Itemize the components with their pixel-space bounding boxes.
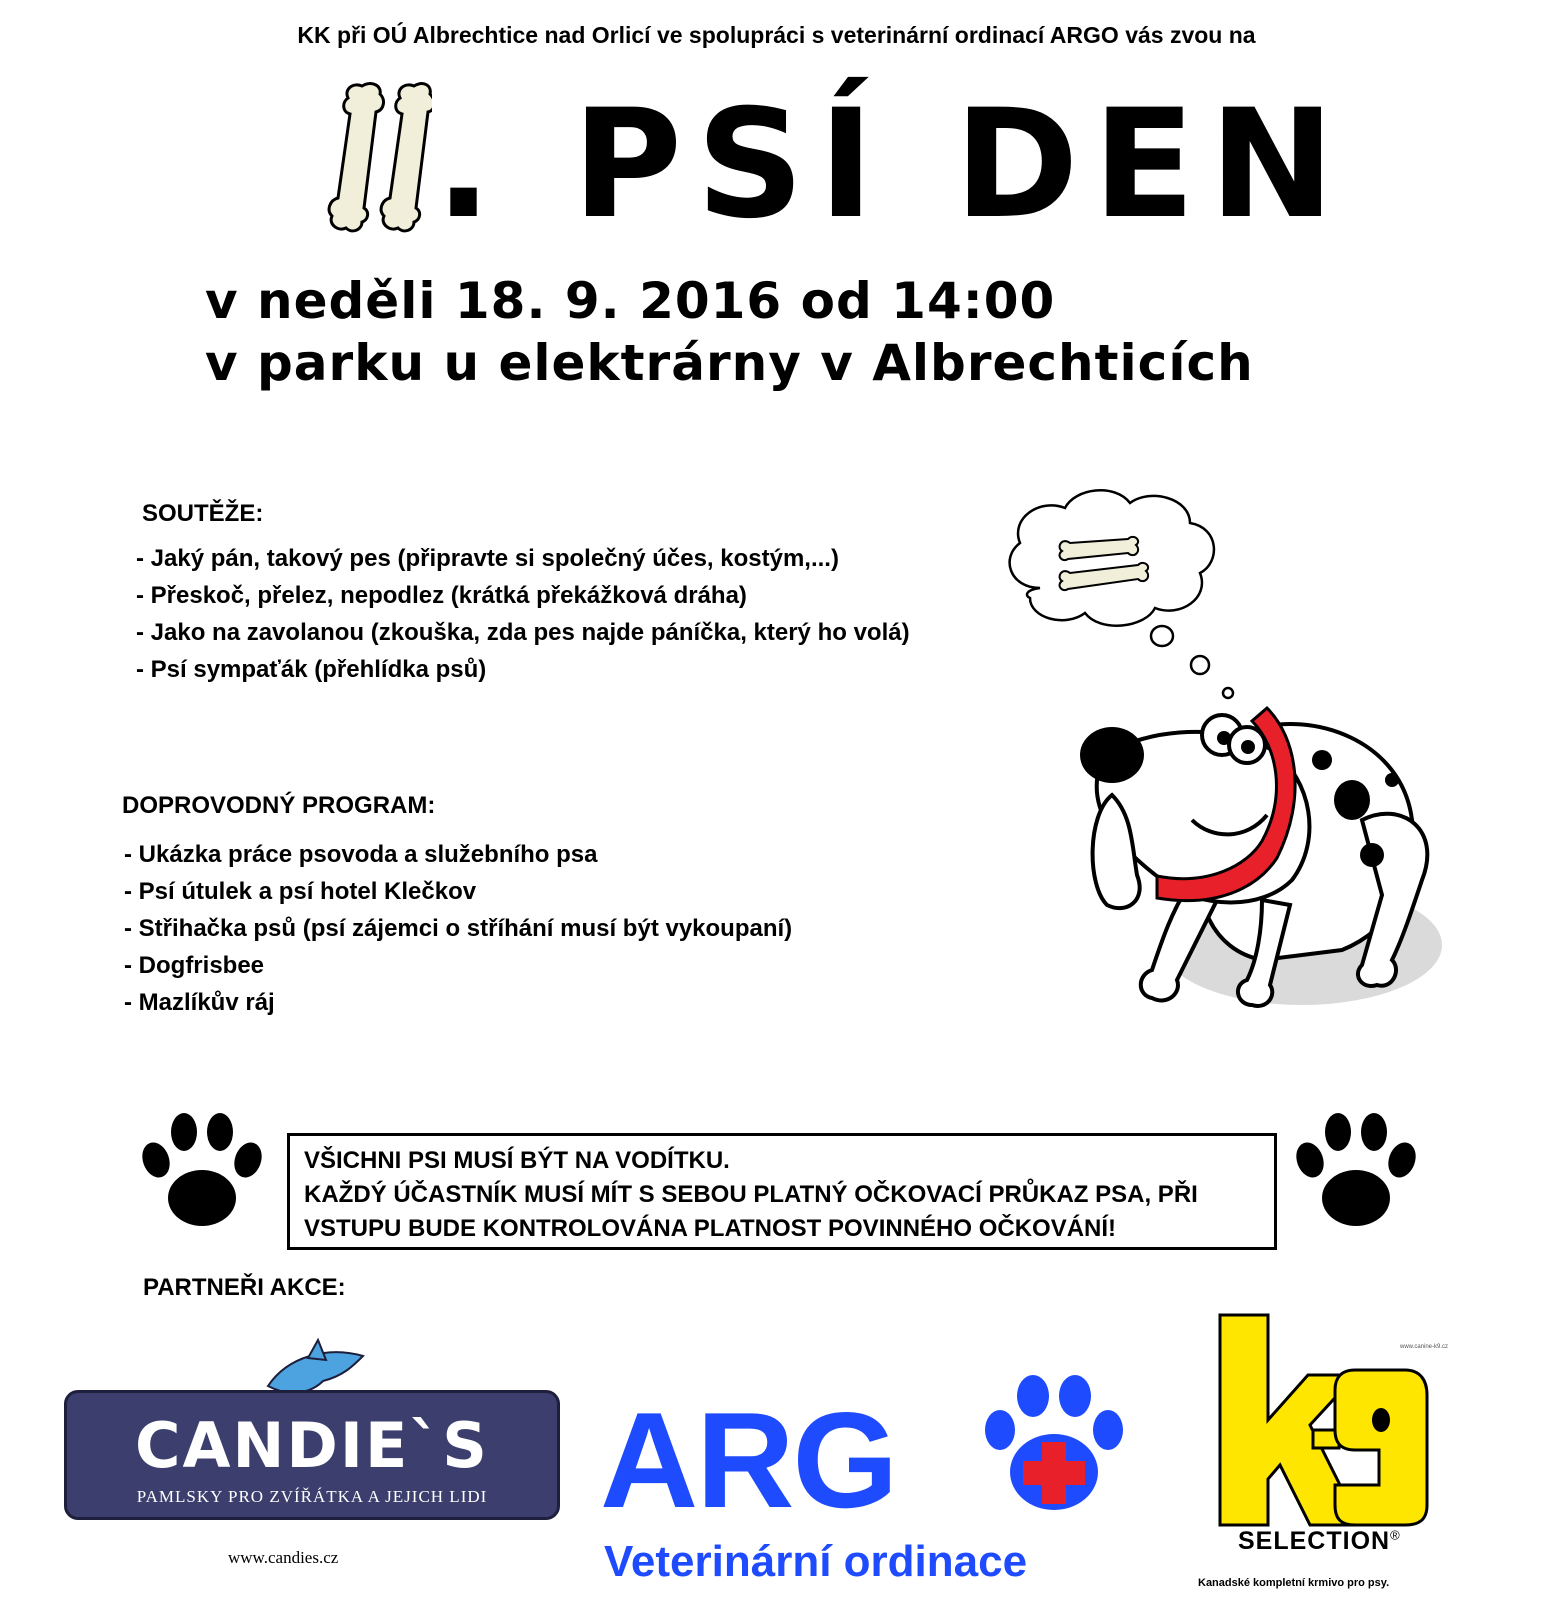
candies-tagline: PAMLSKY PRO ZVÍŘÁTKA A JEJICH LIDI xyxy=(136,1487,488,1506)
program-heading: DOPROVODNÝ PROGRAM: xyxy=(122,792,436,819)
dalmatian-dog-illustration xyxy=(1072,700,1442,1030)
competition-item: - Jaký pán, takový pes (připravte si společný účes, kostým,...) xyxy=(136,545,839,572)
date-line: v neděli 18. 9. 2016 od 14:00 xyxy=(205,272,1056,330)
event-title: . PSÍ DEN xyxy=(300,70,1300,260)
program-item: - Psí útulek a psí hotel Klečkov xyxy=(124,878,477,905)
notice-box xyxy=(287,1133,1277,1250)
notice-line: KAŽDÝ ÚČASTNÍK MUSÍ MÍT S SEBOU PLATNÝ OČKOVACÍ PRŮKAZ PSA, PŘI xyxy=(304,1181,1198,1208)
thought-bubble-icon xyxy=(1000,488,1240,708)
program-item: - Ukázka práce psovoda a služebního psa xyxy=(124,841,598,868)
organizers-line: KK při OÚ Albrechtice nad Orlicí ve spolupráci s veterinární ordinací ARGO vás zvou na xyxy=(297,22,1256,48)
notice-line: VŠICHNI PSI MUSÍ BÝT NA VODÍTKU. xyxy=(304,1147,730,1174)
paw-icon xyxy=(1292,1110,1420,1238)
partners-heading: PARTNEŘI AKCE: xyxy=(143,1274,346,1301)
bone-icon xyxy=(322,78,432,238)
program-item: - Dogfrisbee xyxy=(124,952,265,979)
k9-url: www.canine-k9.cz xyxy=(1400,1344,1449,1350)
candies-logo xyxy=(64,1390,560,1520)
k9-selection-text: SELECTION xyxy=(1238,1527,1391,1555)
argo-subtitle: Veterinární ordinace xyxy=(604,1537,1028,1586)
title-text: PSÍ DEN xyxy=(572,78,1349,252)
argo-paw-icon xyxy=(978,1370,1128,1520)
competition-item: - Jako na zavolanou (zkouška, zda pes najde páníčka, který ho volá) xyxy=(136,619,910,646)
paw-icon xyxy=(138,1110,266,1238)
k9-logo xyxy=(1215,1310,1430,1530)
k9-selection: SELECTION® xyxy=(1238,1527,1401,1555)
event-when xyxy=(205,270,1254,394)
competitions-heading: SOUTĚŽE: xyxy=(142,500,264,527)
competitions-list xyxy=(136,540,910,688)
program-list xyxy=(124,836,792,1021)
competition-item: - Psí sympaťák (přehlídka psů) xyxy=(136,656,487,683)
candies-name: CANDIE`S xyxy=(135,1409,489,1482)
notice-line: VSTUPU BUDE KONTROLOVÁNA PLATNOST POVINNÉHO OČKOVÁNÍ! xyxy=(304,1215,1117,1242)
k9-tagline: Kanadské kompletní krmivo pro psy. xyxy=(1198,1577,1390,1589)
place-line: v parku u elektrárny v Albrechticích xyxy=(205,334,1254,392)
argo-logo-text: ARG xyxy=(600,1384,897,1536)
competition-item: - Přeskoč, přelez, nepodlez (krátká překážková dráha) xyxy=(136,582,747,609)
program-item: - Mazlíkův ráj xyxy=(124,989,275,1016)
program-item: - Střihačka psů (psí zájemci o stříhání musí být vykoupaní) xyxy=(124,915,793,942)
candies-url: www.candies.cz xyxy=(228,1548,339,1567)
